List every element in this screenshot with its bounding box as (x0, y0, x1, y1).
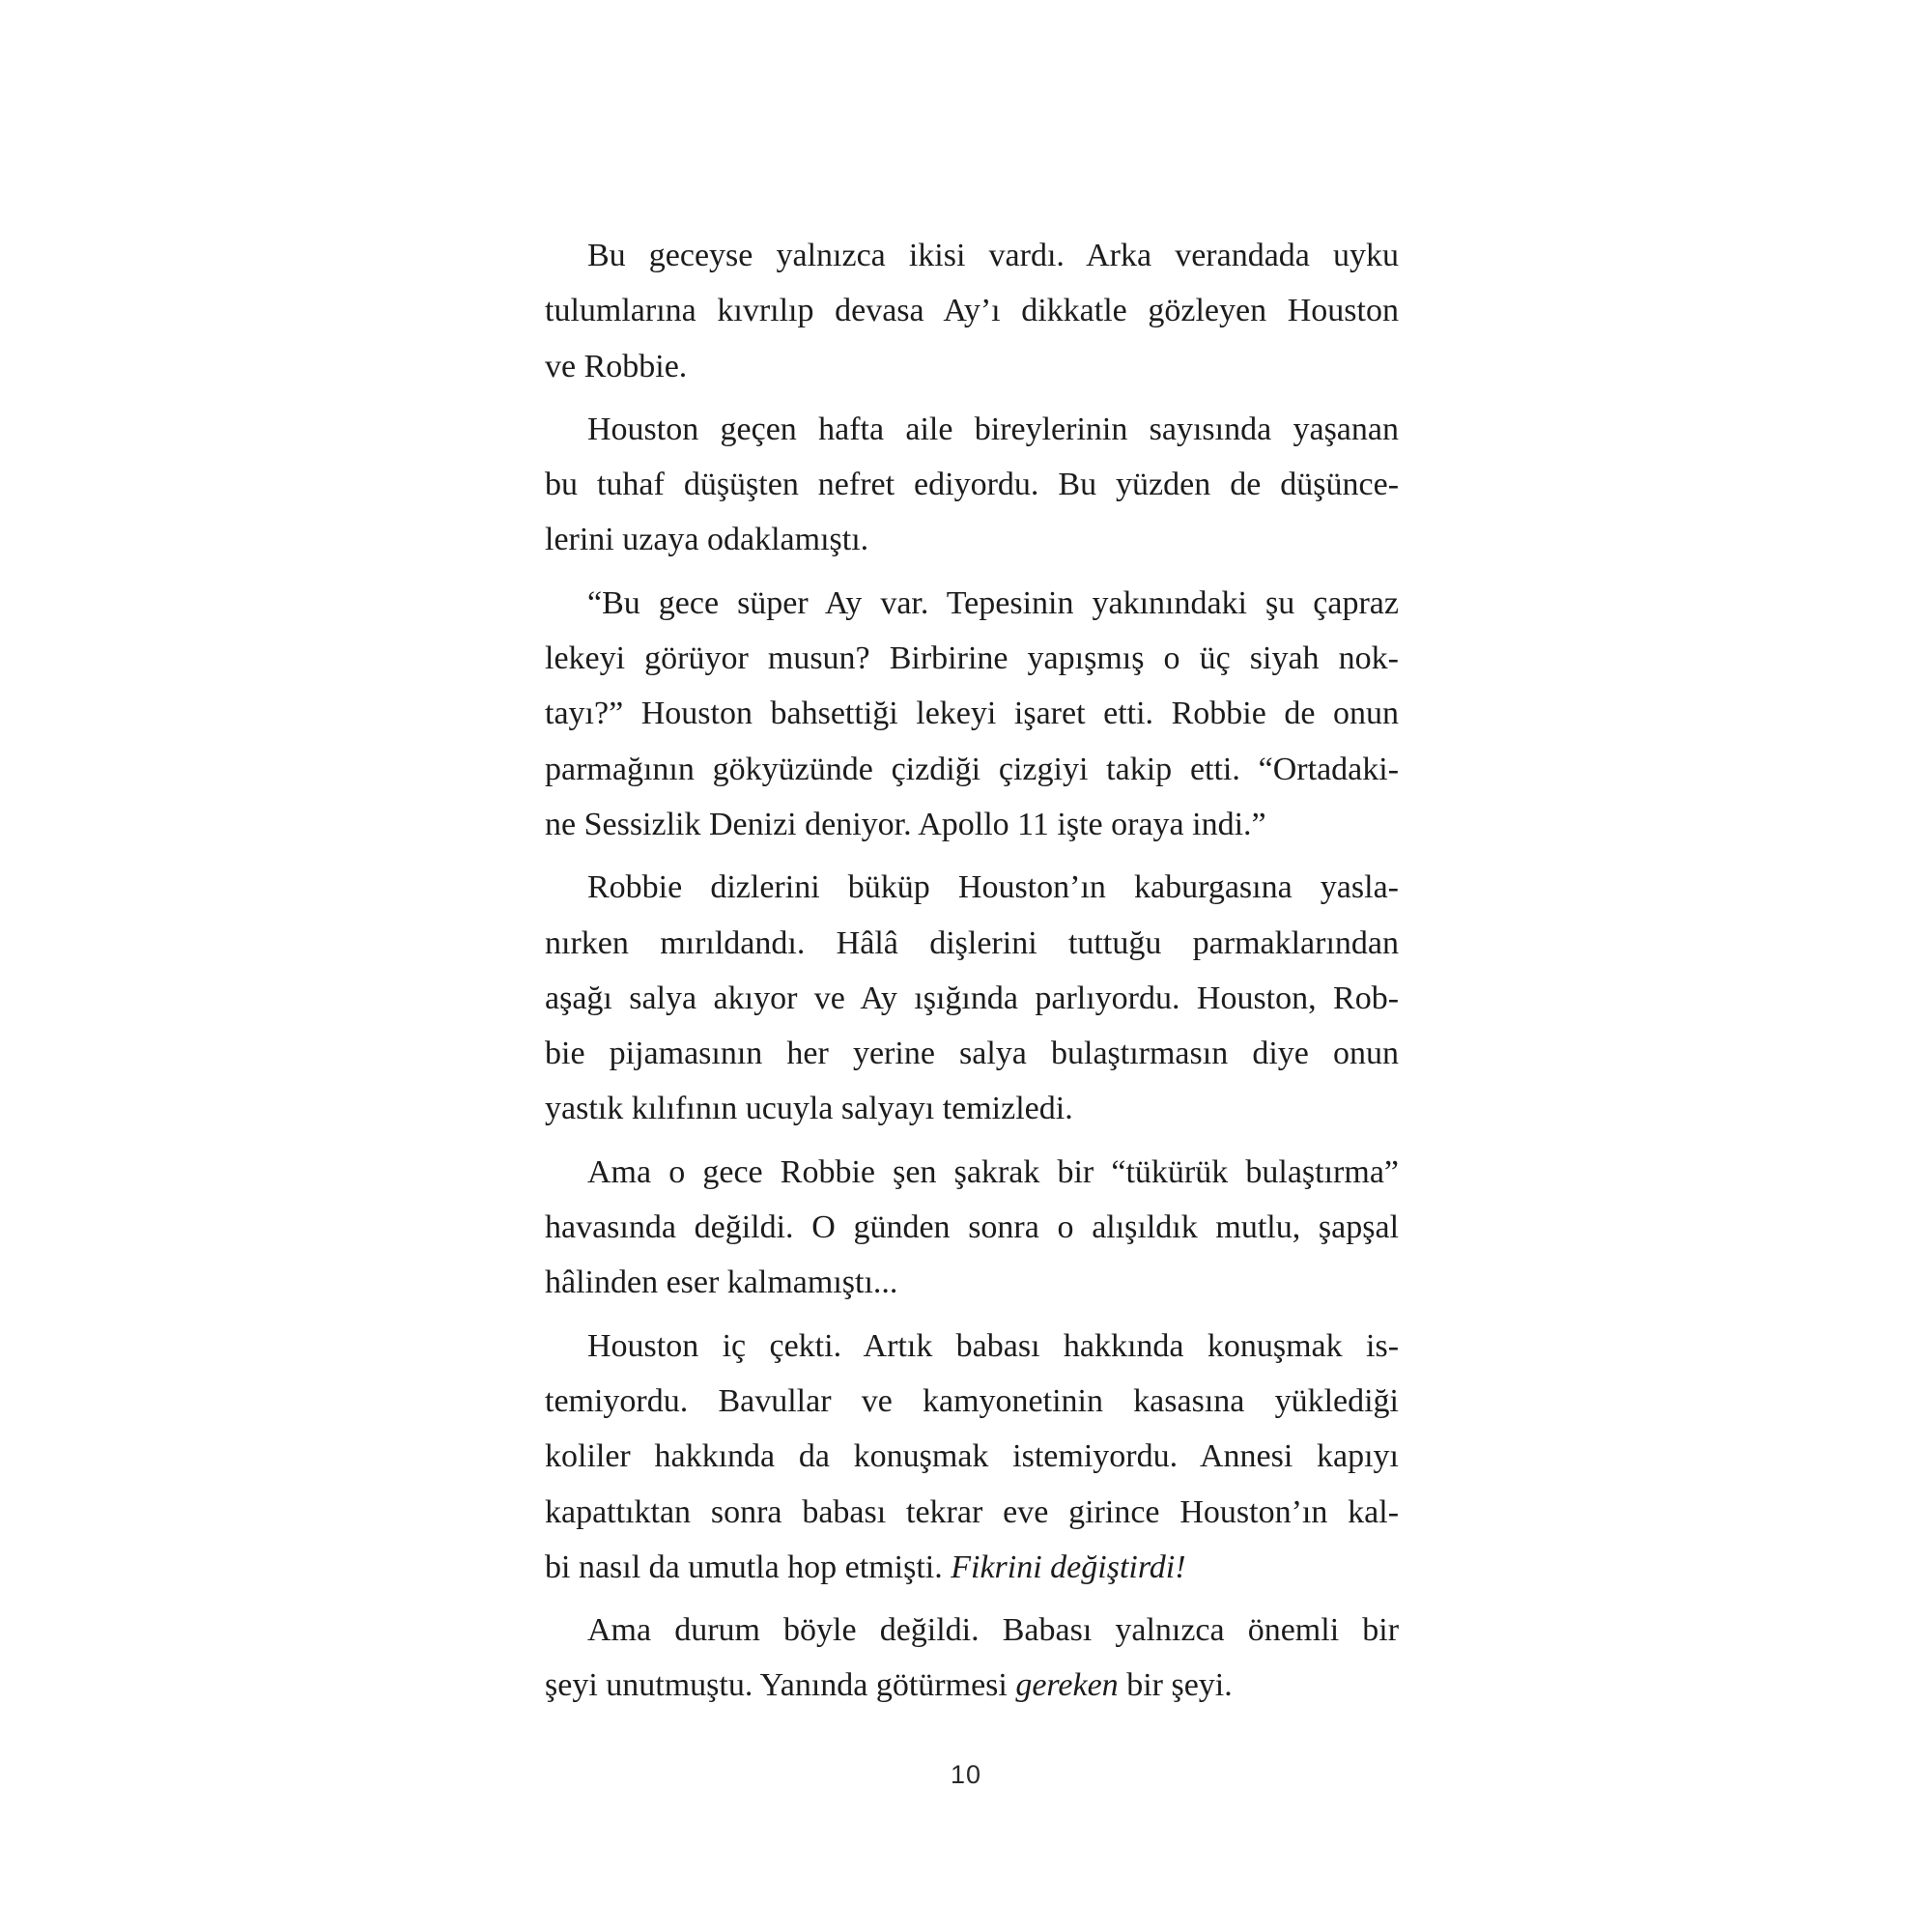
italic-emphasis: Fikrini değiştirdi! (951, 1548, 1186, 1585)
paragraph-3 (545, 576, 1399, 852)
italic-emphasis: gereken (1015, 1667, 1119, 1704)
paragraph-line: hâlinden eser kalmamıştı... (545, 1264, 898, 1301)
paragraph-line: kapattıktan sonra babası tekrar eve girince Houston’ın kal- (545, 1493, 1400, 1530)
line-segment: bir şeyi. (1118, 1667, 1233, 1704)
paragraph-4 (545, 860, 1399, 1136)
paragraph-line: tayı?” Houston bahsettiği lekeyi işaret etti. Robbie de onun (545, 696, 1400, 732)
page-number: 10 (950, 1760, 982, 1789)
paragraph-line: Houston geçen hafta aile bireylerinin sayısında yaşanan (587, 411, 1399, 447)
paragraph-line: lekeyi görüyor musun? Birbirine yapışmış o üç siyah nok- (545, 640, 1399, 677)
paragraph-line: koliler hakkında da konuşmak istemiyordu. Annesi kapıyı (545, 1438, 1399, 1475)
paragraph-line: nırken mırıldandı. Hâlâ dişlerini tuttuğu parmaklarından (545, 924, 1400, 961)
paragraph-line: Bu geceyse yalnızca ikisi vardı. Arka verandada uyku (587, 238, 1400, 273)
paragraph-line: aşağı salya akıyor ve Ay ışığında parlıyordu. Houston, Rob- (545, 980, 1400, 1016)
paragraph-5 (545, 1145, 1399, 1311)
body-text (545, 228, 1399, 1721)
paragraph-line: Ama durum böyle değildi. Babası yalnızca önemli bir (587, 1612, 1400, 1649)
paragraph-line: yastık kılıfının ucuyla salyayı temizledi. (545, 1091, 1073, 1127)
paragraph-6 (545, 1319, 1399, 1595)
paragraph-line: temiyordu. Bavullar ve kamyonetinin kasasına yüklediği (545, 1382, 1399, 1419)
paragraph-line: parmağının gökyüzünde çizdiği çizgiyi takip etti. “Ortadaki- (545, 751, 1400, 787)
line-segment: şeyi unutmuştu. Yanında götürmesi (545, 1667, 1016, 1704)
paragraph-line: lerini uzaya odaklamıştı. (545, 522, 869, 558)
paragraph-line: ne Sessizlik Denizi deniyor. Apollo 11 işte oraya indi.” (545, 806, 1266, 842)
paragraph-line: Robbie dizlerini büküp Houston’ın kaburgasına yasla- (587, 869, 1399, 906)
paragraph-line: Ama o gece Robbie şen şakrak bir “tükürük bulaştırma” (587, 1153, 1399, 1190)
paragraph-7 (545, 1603, 1399, 1714)
paragraph-line (545, 1540, 1399, 1595)
paragraph-2 (545, 402, 1399, 568)
paragraph-line: bu tuhaf düşüşten nefret ediyordu. Bu yüzden de düşünce- (545, 467, 1400, 503)
paragraph-line: Houston iç çekti. Artık babası hakkında konuşmak is- (587, 1327, 1400, 1364)
paragraph-line: tulumlarına kıvrılıp devasa Ay’ı dikkatle gözleyen Houston (545, 293, 1399, 329)
paragraph-line: ve Robbie. (545, 348, 688, 384)
line-segment: bi nasıl da umutla hop etmişti. (545, 1548, 952, 1585)
paragraph-1 (545, 228, 1399, 394)
paragraph-line: “Bu gece süper Ay var. Tepesinin yakınındaki şu çapraz (587, 584, 1399, 621)
paragraph-line (545, 1658, 1399, 1713)
paragraph-line: bie pijamasının her yerine salya bulaştırmasın diye onun (545, 1036, 1399, 1072)
paragraph-line: havasında değildi. O günden sonra o alışıldık mutlu, şapşal (545, 1209, 1400, 1246)
